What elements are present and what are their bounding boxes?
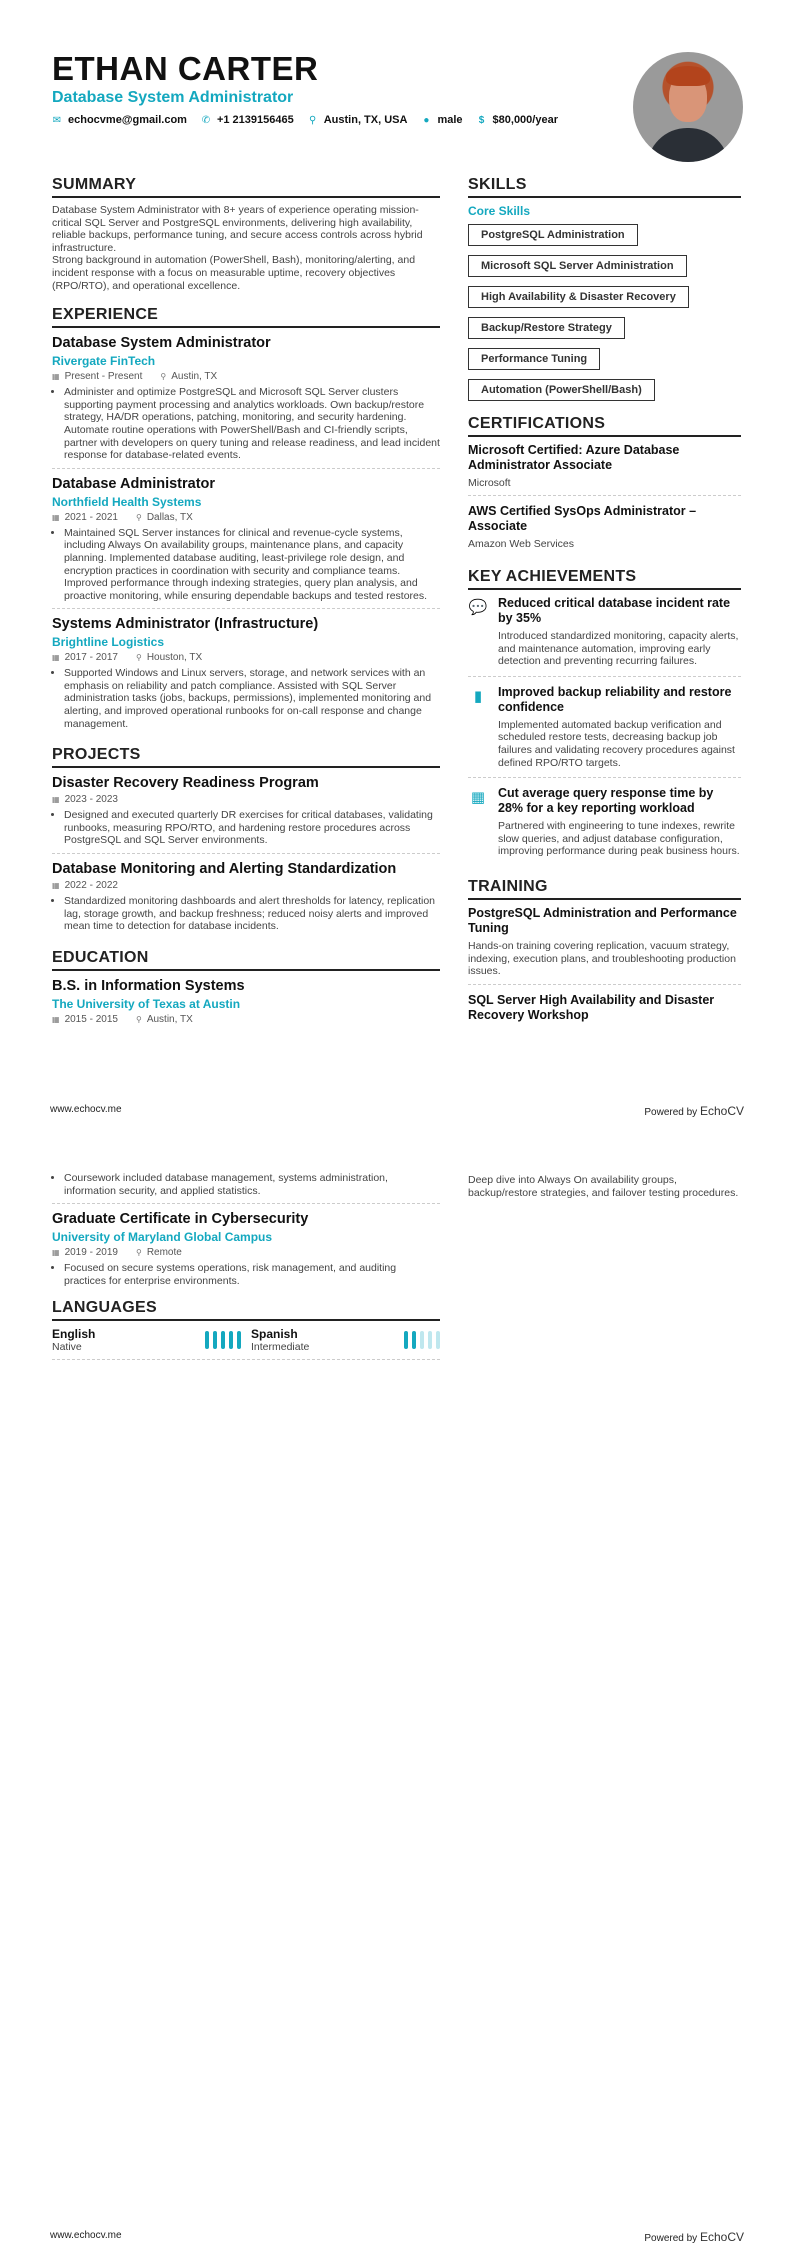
skills-section (468, 176, 741, 401)
education-item-continued (52, 1172, 440, 1204)
location-text: Austin, TX, USA (323, 114, 408, 126)
language-level-bar (404, 1331, 408, 1349)
achievement-desc: Introduced standardized monitoring, capacity alerts, and maintenance automation, improving early detection and preventing recurring failures. (498, 630, 739, 668)
project-item (52, 860, 440, 939)
language-level-bars (205, 1331, 241, 1349)
summary-heading: SUMMARY (52, 176, 440, 198)
language-name: English (52, 1327, 96, 1342)
achievements-heading: KEY ACHIEVEMENTS (468, 568, 741, 590)
school-name: University of Maryland Global Campus (52, 1230, 273, 1245)
footer-url[interactable]: www.echocv.me (50, 2230, 122, 2241)
achievement-title: Cut average query response time by 28% for a key reporting workload (498, 786, 714, 816)
certification-issuer: Amazon Web Services (468, 538, 575, 550)
job-dates: 2017 - 2017 (64, 652, 118, 664)
footer-url[interactable]: www.echocv.me (50, 1104, 122, 1115)
person-icon: ● (423, 114, 430, 126)
achievement-item (468, 685, 741, 778)
location-pin-icon: ⚲ (309, 114, 317, 126)
language-level: Intermediate (251, 1341, 310, 1354)
contact-email[interactable] (52, 114, 187, 126)
calendar-icon: ▦ (52, 1014, 60, 1024)
job-title: Systems Administrator (Infrastructure) (52, 616, 319, 633)
language-level-bars (404, 1331, 440, 1349)
job-dates: 2021 - 2021 (64, 511, 118, 523)
projects-section (52, 746, 440, 939)
right-column (468, 176, 741, 1037)
training-desc: Deep dive into Always On availability groups, backup/restore strategies, and failover testing procedures. (468, 1174, 739, 1199)
education-heading: EDUCATION (52, 949, 440, 971)
language-level-bar (221, 1331, 225, 1349)
certification-issuer: Microsoft (468, 477, 511, 489)
project-dates: 2022 - 2022 (64, 880, 118, 892)
achievement-desc: Implemented automated backup verification and scheduled restore tests, decreasing backup job failures and validating recovery procedures against defined RPO/RTO targets. (498, 718, 735, 769)
job-bullet: • Administer and optimize PostgreSQL and Microsoft SQL Server clusters supporting payment processing and analytics workloads. Own backup/restore strategy, HA/DR operations, patching, monitoring, and security hardening. Automate routine operations with PowerShell/Bash and CI-friendly scripts, partner with developers on query tuning and release readiness, and lead incident response for database-related events. (64, 386, 440, 462)
achievement-title: Reduced critical database incident rate by 35% (498, 596, 731, 625)
language-item (52, 1327, 241, 1353)
certification-item (468, 443, 741, 496)
education-bullet: • Focused on secure systems operations, risk management, and auditing practices for enterprise environments. (64, 1262, 440, 1287)
training-desc: Hands-on training covering replication, vacuum strategy, indexing, execution plans, and troubleshooting production issues. (468, 939, 736, 978)
footer-powered (644, 2230, 744, 2244)
project-bullet: • Standardized monitoring dashboards and alert thresholds for latency, replication lag, storage growth, and backup freshness; reduced noisy alerts and improved mean time to detection for database incidents. (64, 895, 440, 933)
job-title: Database System Administrator (52, 335, 271, 352)
right-column-continued (468, 1174, 741, 1199)
education-item (52, 1210, 440, 1287)
experience-item (52, 334, 440, 469)
summary-paragraph-1: Database System Administrator with 8+ years of experience operating mission-critical SQL Server and PostgreSQL environments, delivering high availability, reliable backups, performance tuning, and secure access controls across hybrid infrastructure. (52, 204, 423, 254)
certifications-heading: CERTIFICATIONS (468, 415, 741, 437)
language-level-bar (412, 1331, 416, 1349)
education-item (52, 977, 440, 1026)
calendar-icon: ▦ (52, 881, 60, 891)
training-title: SQL Server High Availability and Disaster Recovery Workshop (468, 992, 715, 1022)
contact-salary (477, 114, 558, 126)
job-meta (52, 512, 440, 524)
left-column-continued (52, 1172, 440, 1360)
projects-heading: PROJECTS (52, 746, 440, 768)
email-text: echocvme@gmail.com (68, 114, 187, 126)
skill-tag: PostgreSQL Administration (468, 224, 638, 246)
education-location: Austin, TX (146, 1013, 193, 1025)
powered-by-text: Powered by (644, 1107, 698, 1118)
experience-heading: EXPERIENCE (52, 306, 440, 328)
calendar-icon: ▦ (52, 512, 60, 522)
left-column (52, 176, 440, 1026)
achievement-item (468, 786, 741, 866)
skills-subheading: Core Skills (468, 204, 531, 218)
certification-title: Microsoft Certified: Azure Database Administrator Associate (468, 443, 680, 472)
calendar-icon: ▦ (470, 789, 486, 807)
job-title: Database Administrator (52, 475, 216, 492)
powered-by-text: Powered by (644, 2233, 698, 2244)
language-level-bar (205, 1331, 209, 1349)
location-pin-icon: ⚲ (135, 512, 142, 522)
skill-tag: Automation (PowerShell/Bash) (468, 379, 655, 401)
contact-phone[interactable] (201, 114, 294, 126)
language-level-bar (436, 1331, 440, 1349)
job-location: Austin, TX (171, 371, 218, 383)
project-bullet: • Designed and executed quarterly DR exercises for critical databases, validating runbooks, measuring RPO/RTO, and hardening restore procedures across PostgreSQL and SQL Server environments. (64, 809, 440, 847)
language-level-bar (213, 1331, 217, 1349)
skill-tag: Backup/Restore Strategy (468, 317, 625, 339)
calendar-icon: ▦ (52, 372, 60, 382)
footer-powered (644, 1104, 744, 1118)
education-dates: 2019 - 2019 (64, 1247, 118, 1259)
calendar-icon: ▦ (52, 1248, 60, 1258)
candidate-name: ETHAN CARTER (52, 50, 319, 87)
resume-page-2 (0, 1140, 794, 2246)
contact-gender (421, 114, 462, 126)
degree-title: B.S. in Information Systems (52, 977, 245, 994)
contact-location (308, 114, 408, 126)
education-bullet: • Coursework included database management, systems administration, information security, and applied statistics. (64, 1172, 440, 1197)
profile-photo (633, 52, 743, 162)
experience-section (52, 306, 440, 736)
job-location: Houston, TX (146, 652, 203, 664)
language-level-bar (229, 1331, 233, 1349)
project-dates: 2023 - 2023 (64, 794, 118, 806)
footer-brand: EchoCV (699, 2230, 744, 2244)
project-item (52, 774, 440, 854)
language-level-bar (237, 1331, 241, 1349)
candidate-title: Database System Administrator (52, 89, 294, 106)
language-name: Spanish (251, 1327, 298, 1342)
summary-paragraph-2: Strong background in automation (PowerShell, Bash), monitoring/alerting, and incident response with a focus on measurable uptime, recovery objectives (RPO/RTO), and operational excellence. (52, 254, 416, 292)
gender-text: male (437, 114, 463, 126)
school-name: The University of Texas at Austin (52, 996, 241, 1011)
training-heading: TRAINING (468, 878, 741, 900)
company-name: Rivergate FinTech (52, 354, 156, 369)
chat-bubble-icon: 💬 (468, 599, 488, 616)
education-dates: 2015 - 2015 (64, 1013, 118, 1025)
bar-chart-icon: ▮ (473, 687, 483, 705)
languages-heading: LANGUAGES (52, 1299, 440, 1321)
location-pin-icon: ⚲ (135, 1248, 142, 1258)
contact-bar (52, 114, 612, 126)
page-footer (50, 2230, 744, 2244)
company-name: Northfield Health Systems (52, 494, 202, 509)
language-level-bar (428, 1331, 432, 1349)
phone-text: +1 2139156465 (216, 114, 294, 126)
footer-brand: EchoCV (699, 1104, 744, 1118)
location-pin-icon: ⚲ (135, 653, 142, 663)
summary-section (52, 176, 440, 292)
training-section (468, 878, 741, 1029)
skill-tag: Performance Tuning (468, 348, 600, 370)
language-level-bar (420, 1331, 424, 1349)
education-section (52, 949, 440, 1026)
job-bullet: • Supported Windows and Linux servers, storage, and network services with an emphasis on reliability and patch compliance. Assisted with SQL Server administration tasks (jobs, backups, permissions), implemented monitoring and alerting, and improved operational runbooks for on-call response and change management. (64, 667, 440, 730)
resume-header (52, 50, 612, 126)
email-icon: ✉ (52, 114, 62, 126)
degree-title: Graduate Certificate in Cybersecurity (52, 1211, 309, 1228)
achievements-section (468, 568, 741, 866)
certifications-section (468, 415, 741, 556)
location-pin-icon: ⚲ (160, 372, 167, 382)
skills-heading: SKILLS (468, 176, 741, 198)
languages-section (52, 1299, 440, 1360)
certification-title: AWS Certified SysOps Administrator – Associate (468, 504, 697, 533)
project-title: Database Monitoring and Alerting Standardization (52, 861, 397, 878)
achievement-item (468, 596, 741, 677)
project-title: Disaster Recovery Readiness Program (52, 775, 319, 792)
job-location: Dallas, TX (146, 511, 193, 523)
phone-icon: ✆ (201, 114, 211, 126)
company-name: Brightline Logistics (52, 635, 165, 650)
job-meta (52, 371, 440, 383)
page-footer (50, 1104, 744, 1118)
calendar-icon: ▦ (52, 653, 60, 663)
experience-item (52, 615, 440, 736)
training-item (468, 993, 741, 1029)
job-bullet: • Maintained SQL Server instances for clinical and revenue-cycle systems, including Always On availability groups, maintenance plans, and capacity planning. Implemented database auditing, least-privilege role design, and encryption practices in coordination with security and compliance teams. Improved performance through indexing strategies, query plan analysis, and proactive monitoring, while ensuring dependable backups and tested restores. (64, 527, 440, 603)
language-item (251, 1327, 440, 1353)
skill-tag: Microsoft SQL Server Administration (468, 255, 687, 277)
skill-tag: High Availability & Disaster Recovery (468, 286, 689, 308)
calendar-icon: ▦ (52, 795, 60, 805)
job-meta (52, 652, 440, 664)
achievement-title: Improved backup reliability and restore confidence (498, 684, 732, 714)
job-dates: Present - Present (64, 371, 143, 383)
location-pin-icon: ⚲ (135, 1014, 142, 1024)
experience-item (52, 475, 440, 610)
training-item (468, 906, 741, 985)
training-title: PostgreSQL Administration and Performance Tuning (468, 905, 737, 935)
certification-item (468, 504, 741, 556)
education-location: Remote (146, 1247, 182, 1259)
dollar-icon: $ (478, 114, 485, 126)
language-level: Native (52, 1341, 82, 1354)
achievement-desc: Partnered with engineering to tune indexes, rewrite slow queries, and adjust database configuration, improving performance during peak business hours. (498, 820, 740, 858)
salary-text: $80,000/year (492, 114, 558, 126)
